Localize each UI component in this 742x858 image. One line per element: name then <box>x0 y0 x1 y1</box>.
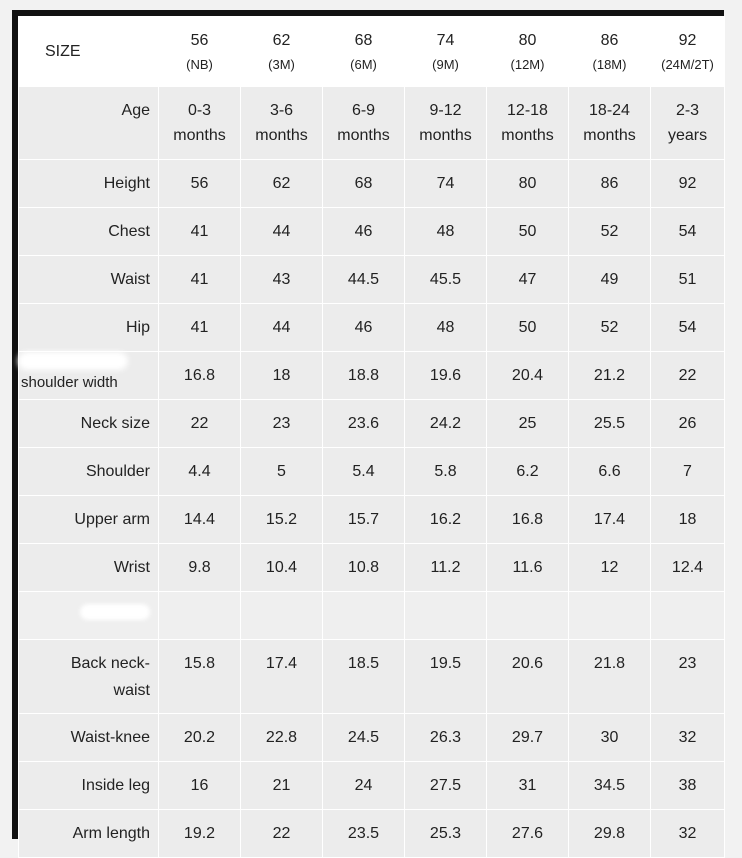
size-code: (6M) <box>350 56 377 72</box>
measure-cell: 31 <box>487 762 569 810</box>
size-code: (9M) <box>432 56 459 72</box>
size-chart-frame <box>12 10 724 842</box>
size-header-row <box>19 17 725 87</box>
row-label-age: Age <box>19 87 159 160</box>
measure-cell: 26.3 <box>405 714 487 762</box>
measure-cell: 80 <box>487 160 569 208</box>
measure-cell: 38 <box>651 762 725 810</box>
measure-cell: 24.5 <box>323 714 405 762</box>
row-label: shoulder width <box>19 352 159 400</box>
measure-cell: 29.7 <box>487 714 569 762</box>
row-label: Waist-knee <box>19 714 159 762</box>
size-header-cell <box>651 17 725 87</box>
size-number: 86 <box>600 31 619 49</box>
age-cell <box>241 87 323 160</box>
measure-cell: 41 <box>159 256 241 304</box>
row-label-line: Back neck- <box>70 654 150 672</box>
age-cell <box>323 87 405 160</box>
measure-cell: 22 <box>159 400 241 448</box>
measure-cell: 21 <box>241 762 323 810</box>
age-range: 3-6 <box>269 102 294 119</box>
age-range: 12-18 <box>507 102 548 119</box>
measure-cell: 21.8 <box>569 640 651 714</box>
age-unit: months <box>337 127 390 144</box>
measure-cell: 56 <box>159 160 241 208</box>
age-cell <box>569 87 651 160</box>
measure-cell: 44.5 <box>323 256 405 304</box>
row-label: Shoulder <box>19 448 159 496</box>
measure-cell: 24.2 <box>405 400 487 448</box>
row-label: Arm length <box>19 810 159 858</box>
measure-cell: 12.4 <box>651 544 725 592</box>
size-code: (24M/2T) <box>661 56 714 72</box>
measure-cell: 46 <box>323 304 405 352</box>
row-label: Chest <box>19 208 159 256</box>
measure-cell: 92 <box>651 160 725 208</box>
measure-cell: 23.5 <box>323 810 405 858</box>
measure-cell: 49 <box>569 256 651 304</box>
measure-cell: 74 <box>405 160 487 208</box>
age-unit: months <box>419 127 472 144</box>
measure-cell: 52 <box>569 208 651 256</box>
measure-cell: 14.4 <box>159 496 241 544</box>
size-header-cell <box>569 17 651 87</box>
measure-cell: 20.2 <box>159 714 241 762</box>
empty-cell <box>487 592 569 640</box>
size-header-cell <box>405 17 487 87</box>
age-range: 9-12 <box>429 102 462 119</box>
size-header-cell <box>487 17 569 87</box>
age-row <box>19 87 725 160</box>
measure-cell: 18 <box>651 496 725 544</box>
measure-cell: 50 <box>487 208 569 256</box>
measure-cell: 48 <box>405 304 487 352</box>
age-cell <box>159 87 241 160</box>
measure-cell: 25 <box>487 400 569 448</box>
size-title: SIZE <box>19 17 159 87</box>
age-cell <box>487 87 569 160</box>
measure-cell: 15.7 <box>323 496 405 544</box>
measure-cell: 18 <box>241 352 323 400</box>
measure-cell: 50 <box>487 304 569 352</box>
size-number: 92 <box>678 31 697 49</box>
measure-cell: 17.4 <box>569 496 651 544</box>
measure-cell: 23 <box>241 400 323 448</box>
age-range: 18-24 <box>589 102 630 119</box>
measure-cell: 48 <box>405 208 487 256</box>
size-header-cell <box>323 17 405 87</box>
measure-cell: 41 <box>159 208 241 256</box>
age-unit: months <box>583 127 636 144</box>
measure-cell: 22 <box>241 810 323 858</box>
measure-cell: 21.2 <box>569 352 651 400</box>
age-range: 6-9 <box>351 102 376 119</box>
measure-row-upper-arm <box>19 496 725 544</box>
measure-cell: 27.6 <box>487 810 569 858</box>
size-chart-table <box>18 16 725 858</box>
age-range: 2-3 <box>675 102 700 119</box>
measure-cell: 23.6 <box>323 400 405 448</box>
size-code: (18M) <box>592 56 627 72</box>
measure-cell: 12 <box>569 544 651 592</box>
age-unit: months <box>501 127 554 144</box>
measure-cell: 25.3 <box>405 810 487 858</box>
row-label-line: waist <box>113 681 150 699</box>
measure-cell: 45.5 <box>405 256 487 304</box>
measure-cell: 16 <box>159 762 241 810</box>
measure-cell: 16.8 <box>159 352 241 400</box>
measure-cell: 43 <box>241 256 323 304</box>
age-unit: years <box>667 127 708 144</box>
measure-cell: 6.6 <box>569 448 651 496</box>
measure-row-arm-length <box>19 810 725 858</box>
empty-cell <box>569 592 651 640</box>
measure-cell: 44 <box>241 304 323 352</box>
size-header-cell <box>159 17 241 87</box>
size-number: 62 <box>272 31 291 49</box>
label-smudge <box>18 352 128 370</box>
measure-cell: 24 <box>323 762 405 810</box>
measure-cell: 5 <box>241 448 323 496</box>
measure-cell: 16.8 <box>487 496 569 544</box>
measure-cell: 11.2 <box>405 544 487 592</box>
measure-cell: 30 <box>569 714 651 762</box>
blank-row <box>19 592 725 640</box>
measure-cell: 52 <box>569 304 651 352</box>
measure-cell: 4.4 <box>159 448 241 496</box>
redacted-label <box>19 592 159 640</box>
measure-cell: 19.5 <box>405 640 487 714</box>
empty-cell <box>323 592 405 640</box>
measure-cell: 19.2 <box>159 810 241 858</box>
measure-cell: 27.5 <box>405 762 487 810</box>
row-label: Wrist <box>19 544 159 592</box>
measure-cell: 15.2 <box>241 496 323 544</box>
measure-row-waist-knee <box>19 714 725 762</box>
measure-cell: 20.6 <box>487 640 569 714</box>
measure-row-chest <box>19 208 725 256</box>
measure-cell: 10.4 <box>241 544 323 592</box>
row-label: Upper arm <box>19 496 159 544</box>
size-chart-body <box>19 17 725 858</box>
measure-row-hip <box>19 304 725 352</box>
row-label: Hip <box>19 304 159 352</box>
measure-row-waist <box>19 256 725 304</box>
size-code: (12M) <box>510 56 545 72</box>
measure-cell: 5.4 <box>323 448 405 496</box>
size-header-cell <box>241 17 323 87</box>
measure-cell: 32 <box>651 810 725 858</box>
row-label: Inside leg <box>19 762 159 810</box>
empty-cell <box>159 592 241 640</box>
measure-cell: 46 <box>323 208 405 256</box>
measure-cell: 51 <box>651 256 725 304</box>
redaction-smudge <box>80 604 150 620</box>
age-range: 0-3 <box>187 102 212 119</box>
measure-cell: 19.6 <box>405 352 487 400</box>
measure-row-shoulder <box>19 448 725 496</box>
size-number: 80 <box>518 31 537 49</box>
measure-cell: 86 <box>569 160 651 208</box>
measure-cell: 62 <box>241 160 323 208</box>
measure-row-wrist <box>19 544 725 592</box>
measure-cell: 16.2 <box>405 496 487 544</box>
empty-cell <box>651 592 725 640</box>
size-code: (3M) <box>268 56 295 72</box>
measure-cell: 54 <box>651 304 725 352</box>
row-label: Waist <box>19 256 159 304</box>
measure-cell: 47 <box>487 256 569 304</box>
measure-cell: 18.8 <box>323 352 405 400</box>
measure-cell: 25.5 <box>569 400 651 448</box>
measure-cell: 34.5 <box>569 762 651 810</box>
measure-cell: 26 <box>651 400 725 448</box>
measure-row-neck-size <box>19 400 725 448</box>
measure-cell: 22 <box>651 352 725 400</box>
age-unit: months <box>173 127 226 144</box>
measure-cell: 54 <box>651 208 725 256</box>
empty-cell <box>405 592 487 640</box>
measure-cell: 29.8 <box>569 810 651 858</box>
measure-row-inside-leg <box>19 762 725 810</box>
size-number: 74 <box>436 31 455 49</box>
measure-cell: 9.8 <box>159 544 241 592</box>
measure-cell: 6.2 <box>487 448 569 496</box>
row-label: Neck size <box>19 400 159 448</box>
measure-cell: 20.4 <box>487 352 569 400</box>
measure-cell: 11.6 <box>487 544 569 592</box>
size-number: 56 <box>190 31 209 49</box>
age-cell <box>405 87 487 160</box>
measure-cell: 32 <box>651 714 725 762</box>
size-number: 68 <box>354 31 373 49</box>
age-cell <box>651 87 725 160</box>
row-label: Height <box>19 160 159 208</box>
measure-cell: 18.5 <box>323 640 405 714</box>
row-label-back-neck-waist <box>19 640 159 714</box>
measure-cell: 41 <box>159 304 241 352</box>
measure-row-height <box>19 160 725 208</box>
measure-row-back-neck-waist <box>19 640 725 714</box>
measure-cell: 44 <box>241 208 323 256</box>
measure-cell: 5.8 <box>405 448 487 496</box>
measure-cell: 15.8 <box>159 640 241 714</box>
measure-cell: 7 <box>651 448 725 496</box>
empty-cell <box>241 592 323 640</box>
size-code: (NB) <box>186 56 213 72</box>
measure-cell: 68 <box>323 160 405 208</box>
age-unit: months <box>255 127 308 144</box>
measure-cell: 23 <box>651 640 725 714</box>
measure-cell: 22.8 <box>241 714 323 762</box>
measure-cell: 10.8 <box>323 544 405 592</box>
measure-cell: 17.4 <box>241 640 323 714</box>
